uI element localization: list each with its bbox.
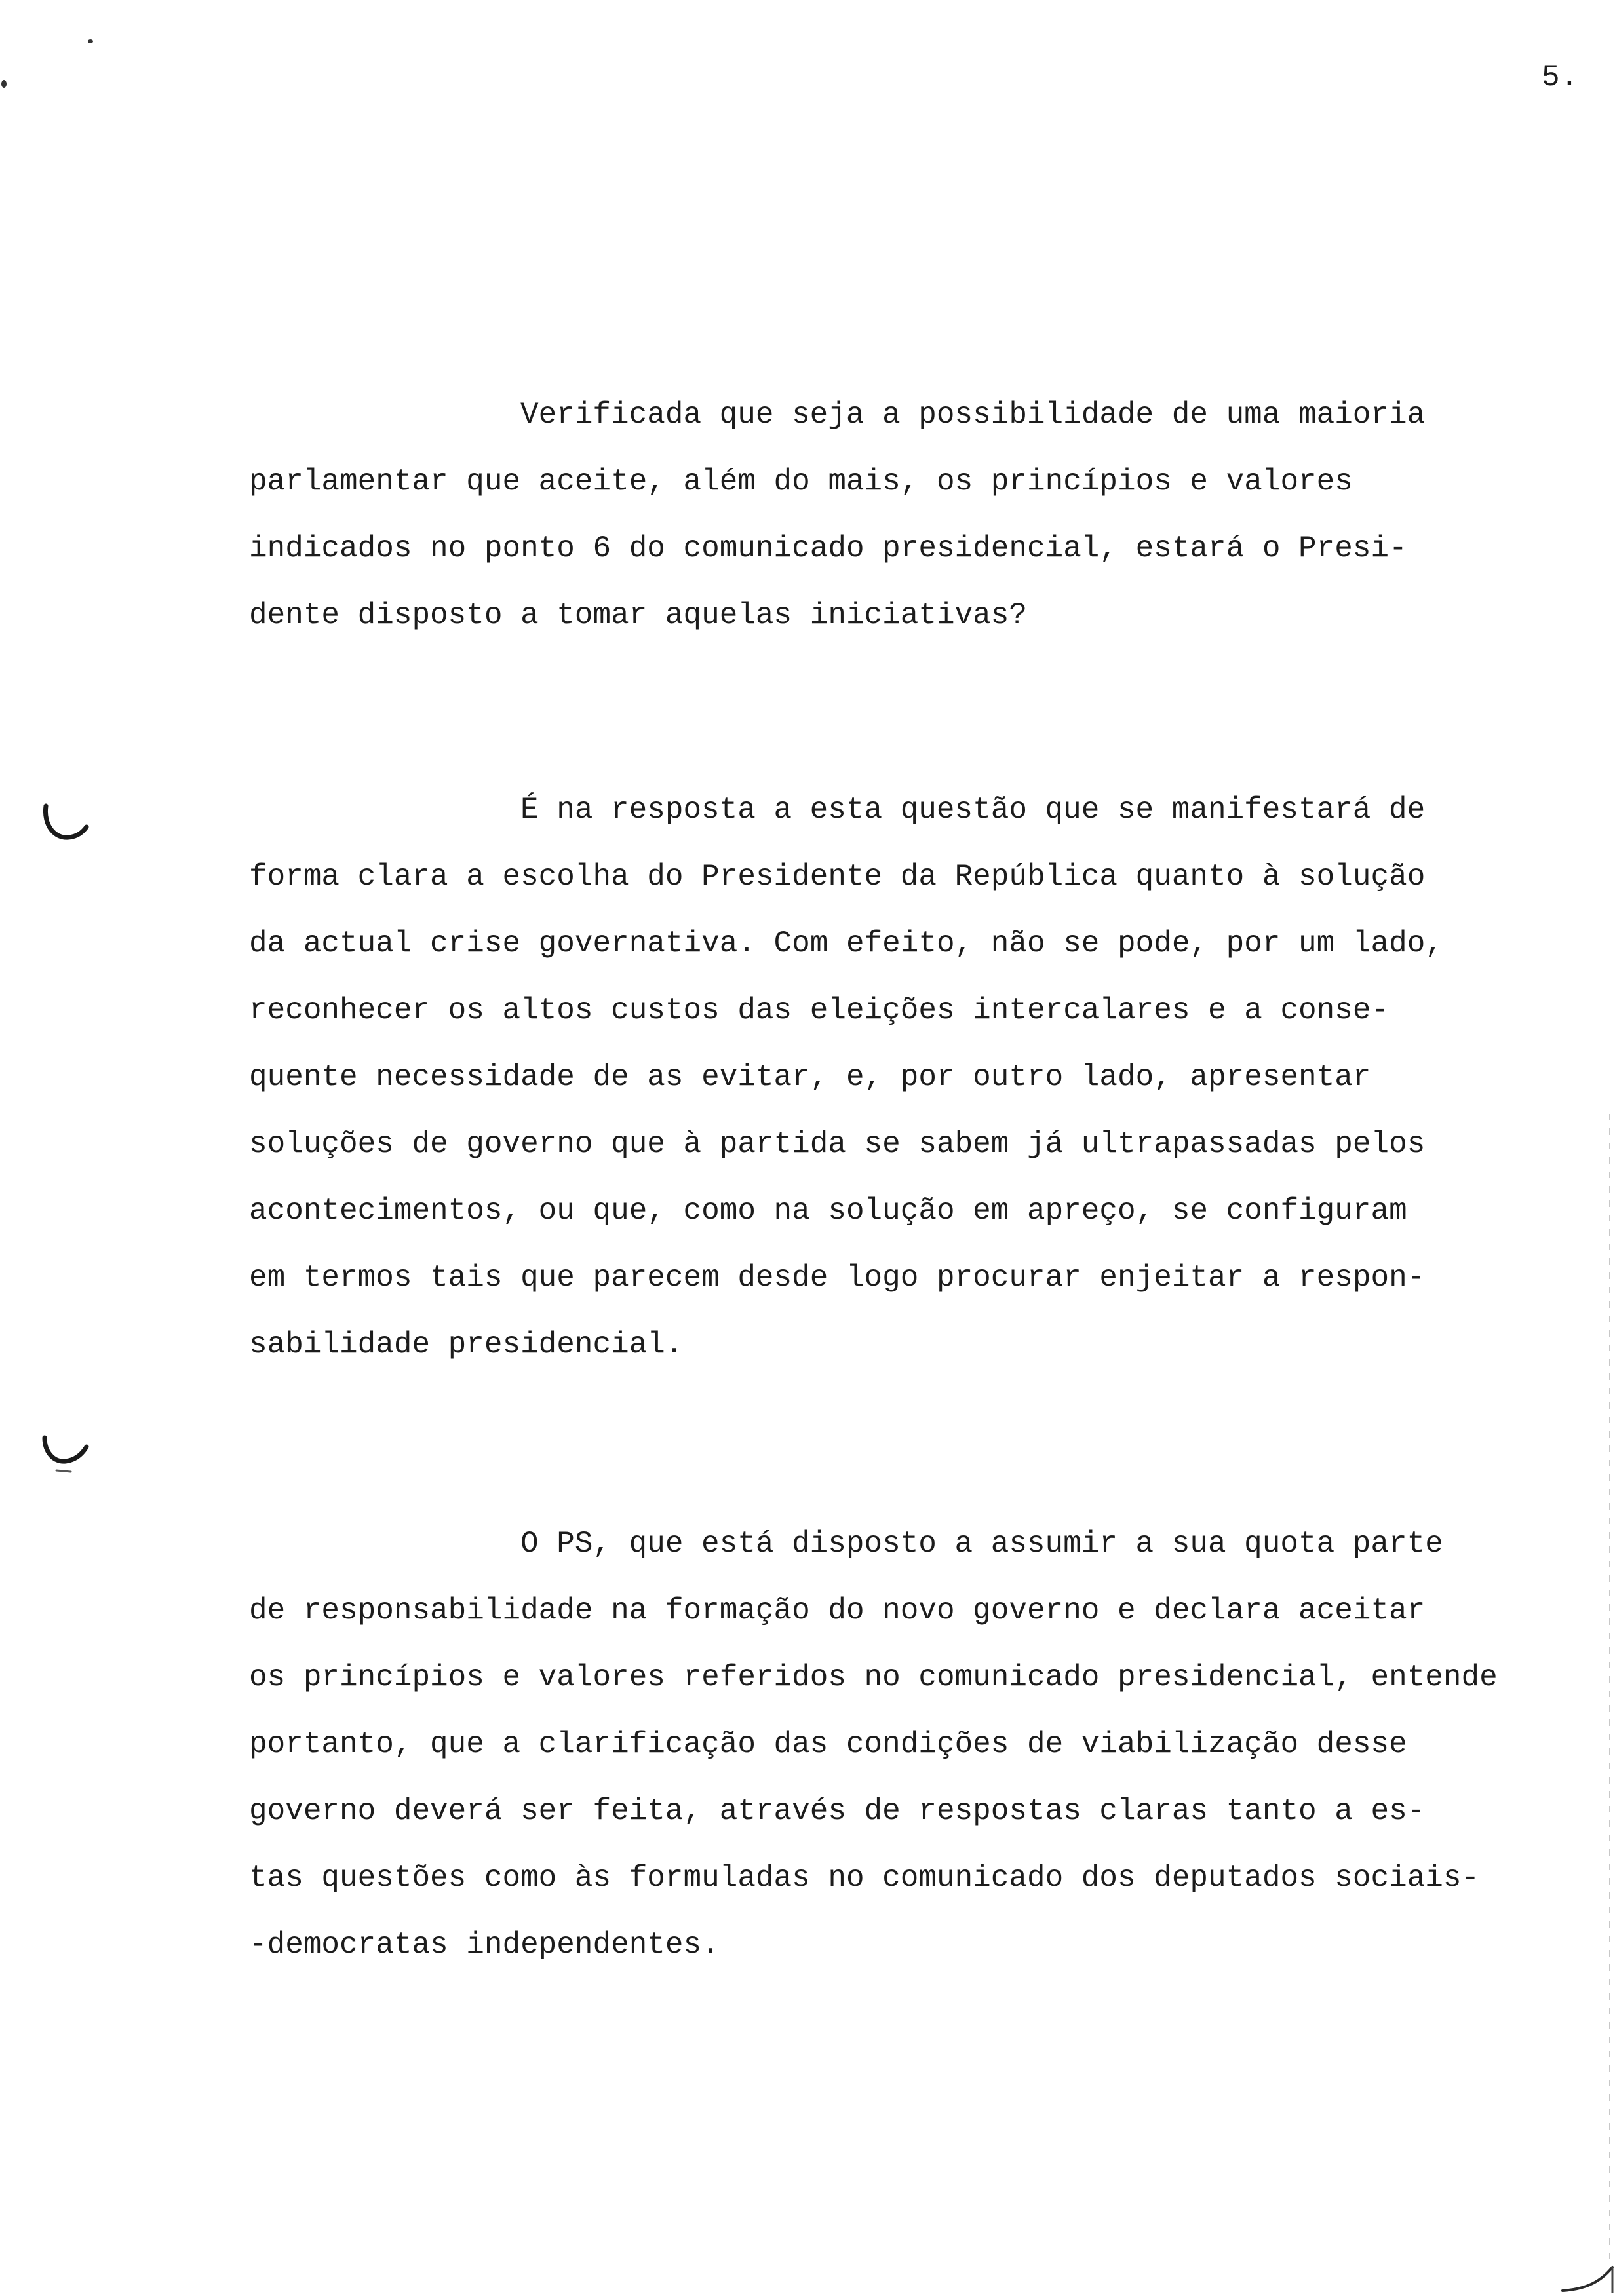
page-number: 5. — [1542, 60, 1580, 94]
paragraph-line: quente necessidade de as evitar, e, por outro lado, apresentar — [249, 1060, 1371, 1094]
paragraph-line: tas questões como às formuladas no comunicado dos deputados sociais- — [249, 1861, 1480, 1895]
paragraph-3 — [249, 1510, 1612, 1978]
ink-speck — [1, 80, 7, 88]
paragraph-line: sabilidade presidencial. — [249, 1328, 684, 1362]
paragraph-2 — [249, 776, 1612, 1378]
handwritten-check-icon — [41, 799, 89, 848]
paragraph-line: Verificada que seja a possibilidade de uma maioria — [520, 398, 1426, 432]
paragraph-line: em termos tais que parecem desde logo procurar enjeitar a respon- — [249, 1261, 1426, 1295]
paragraph-line: É na resposta a esta questão que se manifestará de — [520, 793, 1426, 827]
paragraph-line: soluções de governo que à partida se sabem já ultrapassadas pelos — [249, 1127, 1426, 1161]
ink-speck — [88, 39, 93, 43]
paragraph-line: portanto, que a clarificação das condições de viabilização desse — [249, 1727, 1407, 1761]
paragraph-line: -democratas independentes. — [249, 1928, 720, 1962]
paragraph-line: os princípios e valores referidos no comunicado presidencial, entende — [249, 1660, 1498, 1694]
paragraph-line: indicados no ponto 6 do comunicado presidencial, estará o Presi- — [249, 531, 1407, 565]
handwritten-check-icon — [41, 1430, 89, 1478]
paragraph-line: reconhecer os altos custos das eleições intercalares e a conse- — [249, 993, 1390, 1027]
paragraph-line: de responsabilidade na formação do novo governo e declara aceitar — [249, 1594, 1426, 1628]
page-corner-curl-icon — [1560, 2248, 1615, 2296]
paragraph-line: acontecimentos, ou que, como na solução em apreço, se configuram — [249, 1194, 1407, 1228]
paragraph-line: da actual crise governativa. Com efeito, não se pode, por um lado, — [249, 927, 1443, 961]
paragraph-line: governo deverá ser feita, através de respostas claras tanto a es- — [249, 1794, 1426, 1828]
paragraph-line: parlamentar que aceite, além do mais, os princípios e valores — [249, 465, 1353, 499]
paragraph-1 — [249, 381, 1612, 649]
paragraph-line: dente disposto a tomar aquelas iniciativas? — [249, 598, 1027, 632]
scan-edge-line — [1609, 1114, 1610, 2261]
paragraph-line: O PS, que está disposto a assumir a sua quota parte — [520, 1527, 1443, 1561]
paragraph-line: forma clara a escolha do Presidente da República quanto à solução — [249, 860, 1426, 894]
